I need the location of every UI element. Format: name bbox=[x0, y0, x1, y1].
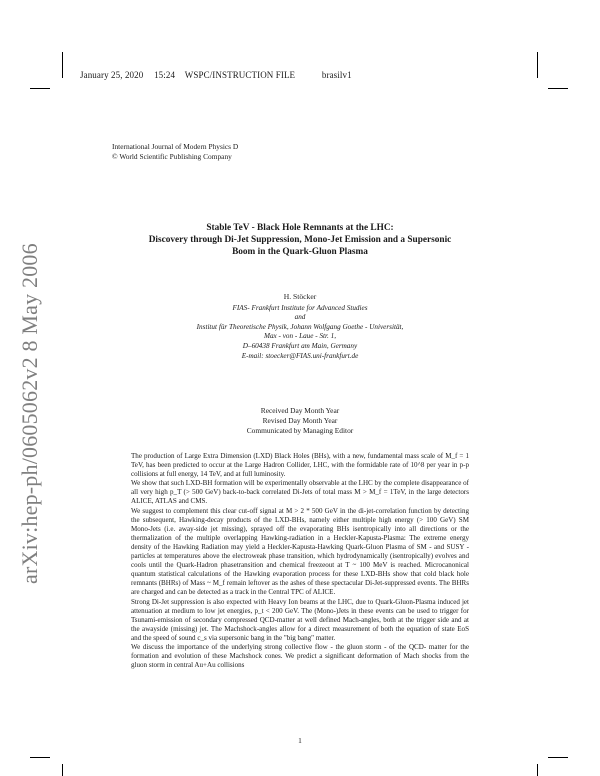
crop-mark-bottom-left-v bbox=[62, 764, 63, 776]
abstract-paragraph-3: We suggest to complement this clear cut-off signal at M > 2 * 500 GeV in the di-jet-correlation function by detecting the subsequent, Hawking-decay products of the LXD-BHs, namely either multiple high energy (> 100 GeV) SM Mono-Jets (i.e. away-side jet missing), sprayed off the evaporating BHs isentropically into all directions or the thermalization of the multiple overlapping Hawking-radiation in a Heckler-Kapusta-Plasma: The extreme energy density of the Hawking Radiation may yield a Heckler-Kapusta-Hawking Quark-Gluon Plasma of SM - and SUSY - particles at temperatures above the electroweak phase transition, which hydrodynamically (isentropically) evolves and cools until the Quark-Hadron phasetransition and chemical freezeout at T ~ 100 MeV is reached. Microcanonical quantum statistical calculations of the Hawking evaporation process for these LXD-BHs show that cold black hole remnants (BHRs) of Mass ~ M_f remain leftover as the ashes of these spectacular Di-Jet-suppressed events. The BHRs are charged and can be detected as a track in the Central TPC of ALICE. bbox=[131, 506, 469, 597]
header-file: WSPC/INSTRUCTION FILE bbox=[184, 70, 296, 80]
abstract bbox=[131, 452, 469, 670]
crop-mark-top-right-v bbox=[537, 52, 538, 78]
crop-mark-top-right-h bbox=[548, 88, 568, 89]
revised-date: Revised Day Month Year bbox=[262, 416, 338, 425]
affiliation-1: FIAS- Frankfurt Institute for Advanced Studies bbox=[232, 303, 368, 312]
crop-mark-bottom-right-v bbox=[537, 764, 538, 776]
author-block bbox=[112, 292, 488, 361]
affiliation-and: and bbox=[294, 313, 306, 322]
abstract-paragraph-1: The production of Large Extra Dimension (LXD) Black Holes (BHs), with a new, fundamental mass scale of M_f = 1 TeV, has been predicted to occur at the Large Hadron Collider, LHC, with the formidable rate of 10^8 per year in p-p collisions at full energy, 14 TeV, and at full luminosity. bbox=[131, 452, 469, 479]
crop-mark-top-left-h bbox=[30, 88, 50, 89]
abstract-paragraph-2: We show that such LXD-BH formation will be experimentally observable at the LHC by the complete disappearance of all very high p_T (> 500 GeV) back-to-back correlated Di-Jets of total mass M > M_f = 1TeV, in the large detectors ALICE, ATLAS and CMS. bbox=[131, 479, 469, 506]
crop-mark-bottom-left-h bbox=[30, 757, 50, 758]
arxiv-stamp: arXiv:hep-ph/0605062v2 8 May 2006 bbox=[17, 243, 42, 584]
author-name: H. Stöcker bbox=[283, 292, 317, 301]
title-line-2: Discovery through Di-Jet Suppression, Mono-Jet Emission and a Supersonic bbox=[148, 235, 452, 245]
address-city: D–60438 Frankfurt am Main, Germany bbox=[242, 341, 358, 350]
address-street: Max - von - Laue - Str. 1, bbox=[263, 332, 337, 341]
paper-title bbox=[112, 222, 488, 258]
abstract-paragraph-4: Strong Di-Jet suppression is also expected with Heavy Ion beams at the LHC, due to Quark-Gluon-Plasma induced jet attenuation at medium to low jet energies, p_t < 200 GeV. The (Mono-)Jets in these events can be used to trigger for Tsunami-emission of secondary compressed QCD-matter at well defined Mach-angles, both at the trigger side and at the awayside (missing) jet. The Machshock-angles allow for a direct measurement of both the equation of state EoS and the speed of sound c_s via supersonic bang in the "big bang" matter. bbox=[131, 597, 469, 642]
header-time: 15:24 bbox=[154, 70, 176, 80]
crop-mark-bottom-right-h bbox=[548, 757, 568, 758]
journal-copyright: © World Scientific Publishing Company bbox=[112, 151, 232, 161]
header-name: brasilv1 bbox=[321, 70, 352, 80]
abstract-paragraph-5: We discuss the importance of the underlying strong collective flow - the gluon storm - of the QCD- matter for the formation and evolution of these Machshock cones. We predict a significant deformation of Mach shocks from the gluon storm in central Au+Au collisions bbox=[131, 642, 469, 670]
header-date: January 25, 2020 bbox=[80, 70, 144, 80]
author-email: E-mail: stoecker@FIAS.uni-frankfurt.de bbox=[241, 351, 359, 360]
communicated-by: Communicated by Managing Editor bbox=[246, 426, 354, 435]
running-header bbox=[80, 70, 352, 80]
title-line-1: Stable TeV - Black Hole Remnants at the LHC: bbox=[206, 223, 394, 233]
received-info bbox=[112, 406, 488, 436]
crop-mark-top-left-v bbox=[62, 52, 63, 78]
received-date: Received Day Month Year bbox=[260, 406, 340, 415]
affiliation-2: Institut für Theoretische Physik, Johann Wolfgang Goethe - Universität, bbox=[196, 322, 404, 331]
page-number: 1 bbox=[298, 736, 302, 745]
journal-name: International Journal of Modern Physics D bbox=[112, 142, 239, 151]
journal-info bbox=[112, 142, 238, 161]
title-line-3: Boom in the Quark-Gluon Plasma bbox=[232, 247, 368, 257]
